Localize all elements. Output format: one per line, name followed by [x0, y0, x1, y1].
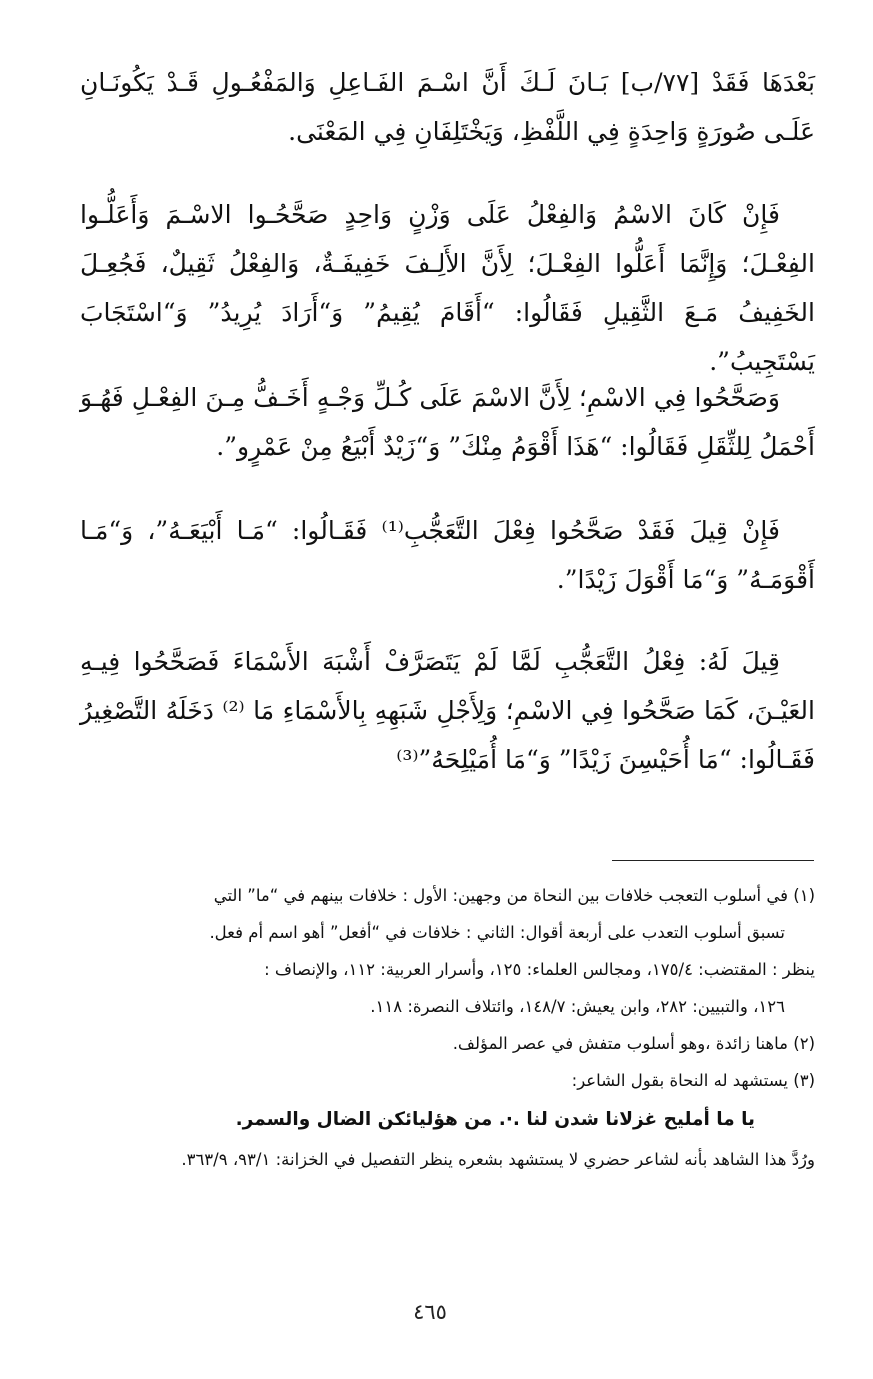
- footnote-1-line-4: ١٢٦، والتبيين: ٢٨٢، وابن يعيش: ١٤٨/٧، وائتلاف النصرة: ١١٨.: [370, 997, 785, 1016]
- footnote-1-line-2: تسبق أسلوب التعدب على أربعة أقوال: الثاني : خلافات في “أفعل” أهو اسم أم فعل.: [209, 923, 785, 942]
- footnote-3-poem-verse: يا ما أمليح غزلانا شدن لنا .·. من هؤليائكن الضال والسمر.: [235, 1109, 755, 1130]
- paragraph-3: وَصَحَّحُوا فِي الاسْمِ؛ لِأَنَّ الاسْمَ عَلَى كُـلِّ وَجْـهٍ أَخَـفُّ مِـنَ الفِعْـلِ فَهُـوَ أَحْمَلُ لِلثِّقَلِ فَقَالُوا: “هَذَا أَقْوَمُ مِنْكَ” وَ“زَيْدٌ أَبْيَعُ مِنْ عَمْرٍو”.: [80, 383, 815, 461]
- paragraph-5: قِيلَ لَهُ: فِعْلُ التَّعَجُّبِ لَمَّا لَمْ يَتَصَرَّفْ أَشْبَهَ الأَسْمَاءَ فَصَحَّحُوا فِيـهِ العَيْـنَ، كَمَا صَحَّحُوا فِي الاسْمِ؛ وَلِأَجْلِ شَبَهِهِ بِالأَسْمَاءِ مَا ⁽²⁾ دَخَلَهُ التَّصْغِيرُ فَقَـالُوا: “مَا أُحَيْسِنَ زَيْدًا” وَ“مَا أُمَيْلِحَهُ”⁽³⁾: [80, 647, 815, 774]
- paragraph-2: فَإِنْ كَانَ الاسْمُ وَالفِعْلُ عَلَى وَزْنٍ وَاحِدٍ صَحَّحُـوا الاسْـمَ وَأَعَلُّـوا الفِعْـلَ؛ وَإِنَّمَا أَعَلُّوا الفِعْـلَ؛ لِأَنَّ الأَلِـفَ خَفِيفَـةٌ، وَالفِعْلُ ثَقِيلٌ، فَجُعِـلَ الخَفِيفُ مَـعَ الثَّقِيلِ فَقَالُوا: “أَقَامَ يُقِيمُ” وَ“أَرَادَ يُرِيدُ” وَ“اسْتَجَابَ يَسْتَجِيبُ”.: [80, 200, 815, 376]
- page-number: ٤٦٥: [413, 1300, 447, 1324]
- paragraph-1: بَعْدَهَا فَقَدْ [٧٧/ب] بَـانَ لَـكَ أَنَّ اسْـمَ الفَـاعِلِ وَالمَفْعُـولِ قَـدْ يَكُونَـانِ عَلَـى صُورَةٍ وَاحِدَةٍ فِي اللَّفْظِ، وَيَخْتَلِفَانِ فِي المَعْنَى.: [80, 68, 815, 146]
- footnote-2: (٢) ماهنا زائدة ،وهو أسلوب متفش في عصر المؤلف.: [452, 1034, 815, 1053]
- footnote-3-line-1: (٣) يستشهد له النحاة بقول الشاعر:: [571, 1071, 815, 1090]
- footnote-1-line-3: ينظر : المقتضب: ١٧٥/٤، ومجالس العلماء: ١٢٥، وأسرار العربية: ١١٢، والإنصاف :: [264, 960, 815, 979]
- footnote-1-line-1: (١) في أسلوب التعجب خلافات بين النحاة من وجهين: الأول : خلافات بينهم في “ما” التي: [213, 886, 815, 905]
- footnote-3-line-3: ورُدَّ هذا الشاهد بأنه لشاعر حضري لا يستشهد بشعره ينظر التفصيل في الخزانة: ٩٣/١، ٣٦٣/٩.: [181, 1150, 815, 1169]
- paragraph-4: فَإِنْ قِيلَ فَقَدْ صَحَّحُوا فِعْلَ التَّعَجُّبِ⁽¹⁾ فَقَـالُوا: “مَـا أَبْيَعَـهُ”، وَ“مَـا أَقْوَمَـهُ” وَ“مَا أَقْوَلَ زَيْدًا”.: [80, 516, 815, 594]
- footnote-separator: [612, 860, 814, 861]
- footnotes: [80, 877, 815, 1178]
